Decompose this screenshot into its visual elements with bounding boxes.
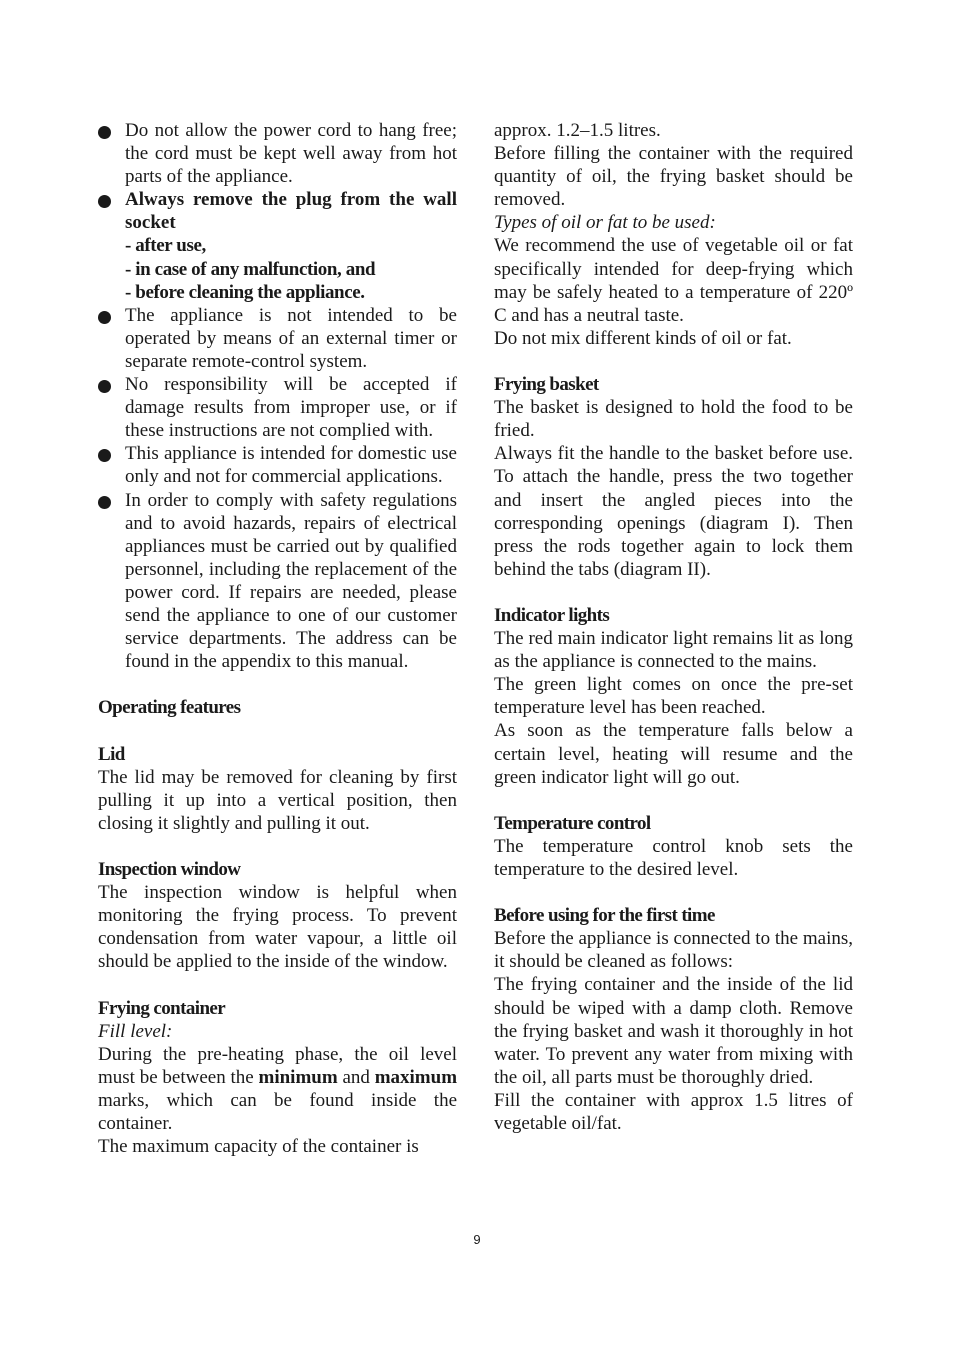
temperature-text: The temperature control knob sets the temperature to the desired level. [494,835,853,880]
maximum-mark: maximum [374,1066,458,1088]
first-use-heading: Before using for the first time [494,905,715,927]
bullet-text: Do not allow the power cord to hang free; the cord must be kept well away from hot parts of the appliance. [125,120,457,188]
bullet-text: This appliance is intended for domestic use only and not for commercial applications. [125,443,457,488]
basket-text-1: The basket is designed to hold the food to be fried. [494,397,853,442]
bullet-repairs [98,489,457,674]
oil-recommendation: We recommend the use of vegetable oil or fat specifically intended for deep-frying which may be safely heated to a temperature of 220º C and has a neutral taste. [494,235,853,326]
indicator-lights-heading: Indicator lights [494,604,610,626]
bullet-dot-icon [98,195,111,208]
bullet-text: Always remove the plug from the wall socket [125,189,457,234]
frying-basket-heading: Frying basket [494,374,599,396]
temperature-control-heading: Temperature control [494,812,651,834]
bullet-dot-icon [98,449,111,462]
lights-text-3: As soon as the temperature falls below a certain level, heating will resume and the green indicator light will go out. [494,720,853,788]
before-fill-text: Before filling the container with the required quantity of oil, the frying basket should be removed. [494,143,853,211]
right-column [494,119,853,1135]
sub-item: - before cleaning the appliance. [125,281,365,303]
capacity-value: approx. 1.2–1.5 litres. [494,120,661,141]
bullet-power-cord [98,119,457,188]
capacity-text: The maximum capacity of the container is [98,1136,419,1158]
bullet-responsibility [98,373,457,442]
fill-level-label: Fill level: [98,1020,173,1042]
bullet-domestic [98,442,457,488]
lights-text-2: The green light comes on once the pre-set temperature level has been reached. [494,674,853,719]
bullet-text: No responsibility will be accepted if damage results from improper use, or if these instructions are not complied with. [125,374,457,442]
page-number: 9 [473,1232,481,1247]
lid-heading: Lid [98,743,125,765]
lid-text: The lid may be removed for cleaning by first pulling it up into a vertical position, then closing it slightly and pulling it out. [98,766,457,834]
first-use-text-1: Before the appliance is connected to the mains, it should be cleaned as follows: [494,928,853,973]
bullet-dot-icon [98,496,111,509]
lights-text-1: The red main indicator light remains lit as long as the appliance is connected to the mains. [494,628,853,673]
bullet-dot-icon [98,311,111,324]
bullet-remove-plug [98,188,457,234]
sub-item: - in case of any malfunction, and [125,258,376,280]
minimum-mark: minimum [258,1066,338,1088]
first-use-text-2: The frying container and the inside of the lid should be wiped with a damp cloth. Remove the frying basket and wash it thoroughly in hot water. To prevent any water from mixing with the oil, all parts must be thoroughly dried. [494,974,853,1088]
bullet-text: In order to comply with safety regulations and to avoid hazards, repairs of electrical appliances must be carried out by qualified personnel, including the replacement of the power cord. If repairs are needed, please send the appliance to one of our customer service departments. The address can be found in the appendix to this manual. [125,489,457,673]
operating-features-heading: Operating features [98,697,241,719]
left-column [98,119,457,1158]
bullet-dot-icon [98,126,111,139]
oil-types-label: Types of oil or fat to be used: [494,212,716,234]
first-use-text-3: Fill the container with approx 1.5 litres of vegetable oil/fat. [494,1089,853,1135]
frying-container-heading: Frying container [98,997,226,1019]
fill-level-text: During the pre-heating phase, the oil level must be between the minimum and maximum marks, which can be found inside the container. [98,1043,458,1135]
sub-item: - after use, [125,235,206,257]
inspection-window-text: The inspection window is helpful when monitoring the frying process. To prevent condensation from water vapour, a little oil should be applied to the inside of the window. [98,882,457,973]
no-mix-text: Do not mix different kinds of oil or fat. [494,327,792,349]
bullet-timer [98,304,457,373]
basket-text-2: Always fit the handle to the basket before use. To attach the handle, press the two together and insert the angled pieces into the corresponding openings (diagram I). Then press the rods together again to lock them behind the tabs (diagram II). [494,443,853,580]
bullet-text: The appliance is not intended to be operated by means of an external timer or separate remote-control system. [125,304,457,372]
bullet-dot-icon [98,380,111,393]
inspection-window-heading: Inspection window [98,859,241,880]
